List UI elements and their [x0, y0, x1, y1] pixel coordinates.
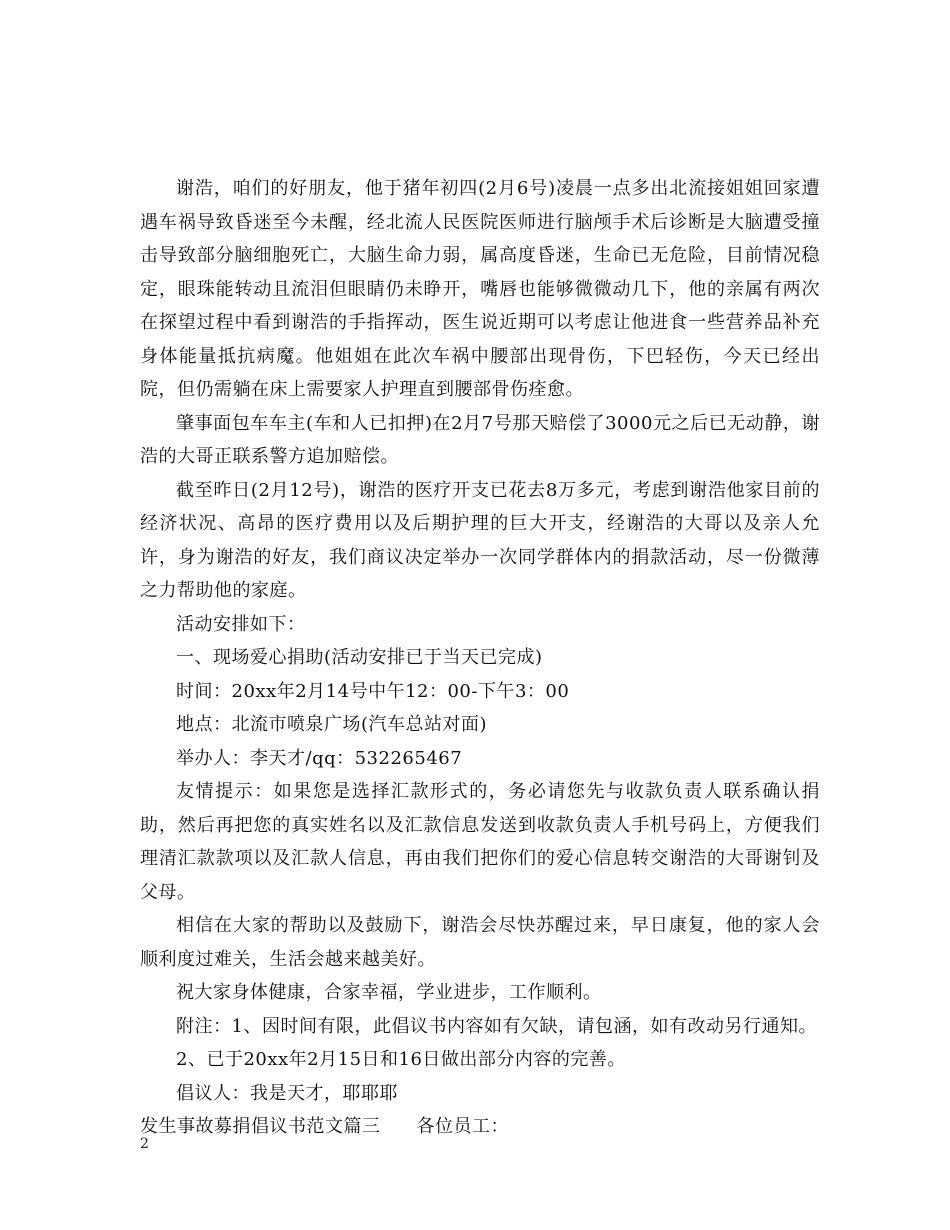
note-two: 2、已于20xx年2月15日和16日做出部分内容的完善。 — [176, 1049, 626, 1070]
paragraph-fundraising: 截至昨日(2月12号)，谢浩的医疗开支已花去8万多元，考虑到谢浩他家目前的经济状况、高昂的医疗费用以及后期护理的巨大开支，经谢浩的大哥以及亲人允许，身为谢浩的好友，我们商议决定举办一次同学群体内的捐款活动，尽一份微薄之力帮助他的家庭。 — [140, 479, 820, 601]
event-location: 地点：北流市喷泉广场(汽车总站对面) — [176, 714, 488, 735]
proposer-signature: 倡议人：我是天才，耶耶耶 — [176, 1082, 398, 1104]
event-organizer: 举办人：李天才/qq：532265467 — [176, 747, 463, 769]
paragraph-tip: 友情提示：如果您是选择汇款形式的，务必请您先与收款负责人联系确认捐助，然后再把您的真实姓名以及汇款信息发送到收款负责人手机号码上，方便我们理清汇款款项以及汇款人信息，再由我们把你们的爱心信息转交谢浩的大哥谢钊及父母。 — [140, 781, 820, 903]
note-one: 附注：1、因时间有限，此倡议书内容如有欠缺，请包涵，如有改动另行通知。 — [176, 1015, 817, 1037]
next-section-title: 发生事故募捐倡议书范文篇三 — [140, 1116, 381, 1137]
next-section-line — [140, 1110, 820, 1144]
next-section-greeting: 各位员工： — [416, 1116, 509, 1137]
paragraph-belief: 相信在大家的帮助以及鼓励下，谢浩会尽快苏醒过来，早日康复，他的家人会顺利度过难关，生活会越来越美好。 — [140, 915, 820, 970]
document-body — [140, 172, 820, 1144]
paragraph-compensation: 肇事面包车车主(车和人已扣押)在2月7号那天赔偿了3000元之后已无动静，谢浩的大哥正联系警方追加赔偿。 — [140, 412, 820, 467]
event-time: 时间：20xx年2月14号中午12：00-下午3：00 — [176, 680, 570, 702]
section-one-heading: 一、现场爱心捐助(活动安排已于当天已完成) — [176, 647, 543, 668]
page-number: 2 — [140, 1136, 149, 1152]
closing-wish: 祝大家身体健康，合家幸福，学业进步，工作顺利。 — [176, 982, 602, 1003]
paragraph-accident: 谢浩，咱们的好朋友，他于猪年初四(2月6号)凌晨一点多出北流接姐姐回家遭遇车祸导致昏迷至今未醒，经北流人民医院医师进行脑颅手术后诊断是大脑遭受撞击导致部分脑细胞死亡，大脑生命力弱，属高度昏迷，生命已无危险，目前情况稳定，眼珠能转动且流泪但眼睛仍未睁开，嘴唇也能够微微动几下，他的亲属有两次在探望过程中看到谢浩的手指挥动，医生说近期可以考虑让他进食一些营养品补充身体能量抵抗病魔。他姐姐在此次车祸中腰部出现骨伤，下巴轻伤，今天已经出院，但仍需躺在床上需要家人护理直到腰部骨伤痊愈。 — [140, 178, 820, 400]
arrangement-title: 活动安排如下： — [176, 613, 306, 635]
